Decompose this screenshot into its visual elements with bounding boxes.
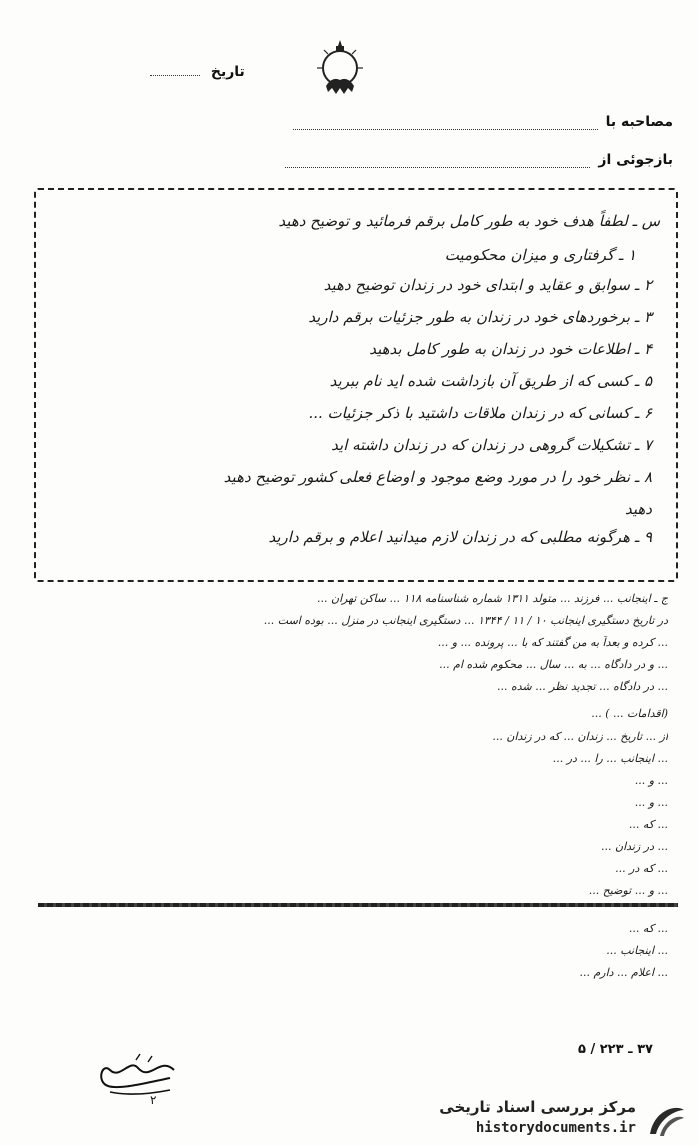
- question-line: ۸ ـ نظر خود را در مورد وضع موجود و اوضاع فعلی کشور توضیح دهید: [223, 468, 652, 486]
- question-line: ۱ ـ گرفتاری و میزان محکومیت: [444, 246, 636, 264]
- interrogation-blank: [285, 166, 590, 168]
- interviewer-blank: [293, 128, 598, 130]
- watermark-url: historydocuments.ir: [475, 1120, 636, 1136]
- answer-line: ... اعلام ... دارم ...: [579, 966, 668, 979]
- questions-box: [34, 188, 678, 582]
- answer-line: ... که در ...: [615, 862, 668, 875]
- lion-and-sun-emblem-icon: [314, 40, 366, 106]
- answer-line: در تاریخ دستگیری اینجانب ۱۰ / ۱۱ / ۱۳۴۴ ... دستگیری اینجانب در منزل ... بوده است ...: [263, 614, 668, 627]
- answer-line: ... و در دادگاه ... به ... سال ... محکوم شده ام ...: [439, 658, 668, 671]
- question-line: دهید: [625, 500, 652, 518]
- answer-line: ... و ...: [634, 774, 668, 787]
- answer-line: ج ـ اینجانب ... فرزند ... متولد ۱۳۱۱ شماره شناسنامه ۱۱۸ ... ساکن تهران ...: [317, 592, 668, 605]
- answer-line: ... که ...: [628, 922, 668, 935]
- answer-line: ... در دادگاه ... تجدید نظر ... شده ...: [496, 680, 668, 693]
- question-line: ۹ ـ هرگونه مطلبی که در زندان لازم میدانید اعلام و برقم دارید: [268, 528, 652, 546]
- question-line: ۵ ـ کسی که از طریق آن بازداشت شده اید نام ببرید: [329, 372, 652, 390]
- question-line: ۲ ـ سوابق و عقاید و ابتدای خود در زندان توضیح دهید: [323, 276, 652, 294]
- strikethrough-line: [38, 903, 678, 907]
- answer-line: ... که ...: [628, 818, 668, 831]
- answer-line: (اقدامات ... ) ...: [591, 707, 668, 720]
- question-line: ۷ ـ تشکیلات گروهی در زندان که در زندان داشته اید: [331, 436, 652, 454]
- question-line: ۶ ـ کسانی که در زندان ملاقات داشتید با ذکر جزئیات ...: [308, 404, 652, 422]
- date-blank: [150, 75, 200, 76]
- answer-line: ... و ...: [634, 796, 668, 809]
- answer-block: [28, 592, 668, 1012]
- answer-line: ... و ... توضیح ...: [588, 884, 668, 897]
- answer-line: ... در زندان ...: [601, 840, 668, 853]
- question-line: ۳ ـ برخوردهای خود در زندان به طور جزئیات برقم دارید: [308, 308, 652, 326]
- date-row: [150, 64, 245, 80]
- date-label: تاریخ: [210, 64, 245, 80]
- watermark-title: مرکز بررسی اسناد تاریخی: [439, 1098, 636, 1116]
- interrogation-label: بازجوئی از: [598, 152, 673, 168]
- interviewer-row: [293, 114, 673, 130]
- answer-line: ... اینجانب ... را ... در ...: [552, 752, 668, 765]
- question-line: ۴ ـ اطلاعات خود در زندان به طور کامل بدهید: [369, 340, 652, 358]
- archive-logo-icon: [646, 1100, 688, 1140]
- question-line: س ـ لطفاً هدف خود به طور کامل برقم فرمائید و توضیح دهید: [278, 212, 660, 230]
- answer-line: ... کرده و بعداً به من گفتند که با ... پرونده ... و ...: [437, 636, 668, 649]
- document-number: ۳۷ ـ ۲۲۳ / ۵: [578, 1042, 653, 1057]
- page-number: ۲: [150, 1093, 157, 1107]
- handwritten-signature-icon: [90, 1052, 180, 1112]
- answer-line: ... اینجانب ...: [606, 944, 668, 957]
- interrogation-row: [285, 152, 673, 168]
- archive-watermark: [412, 1098, 694, 1142]
- interviewer-label: مصاحبه با: [605, 114, 673, 130]
- answer-line: از ... تاریخ ... زندان ... که در زندان ...: [492, 730, 668, 743]
